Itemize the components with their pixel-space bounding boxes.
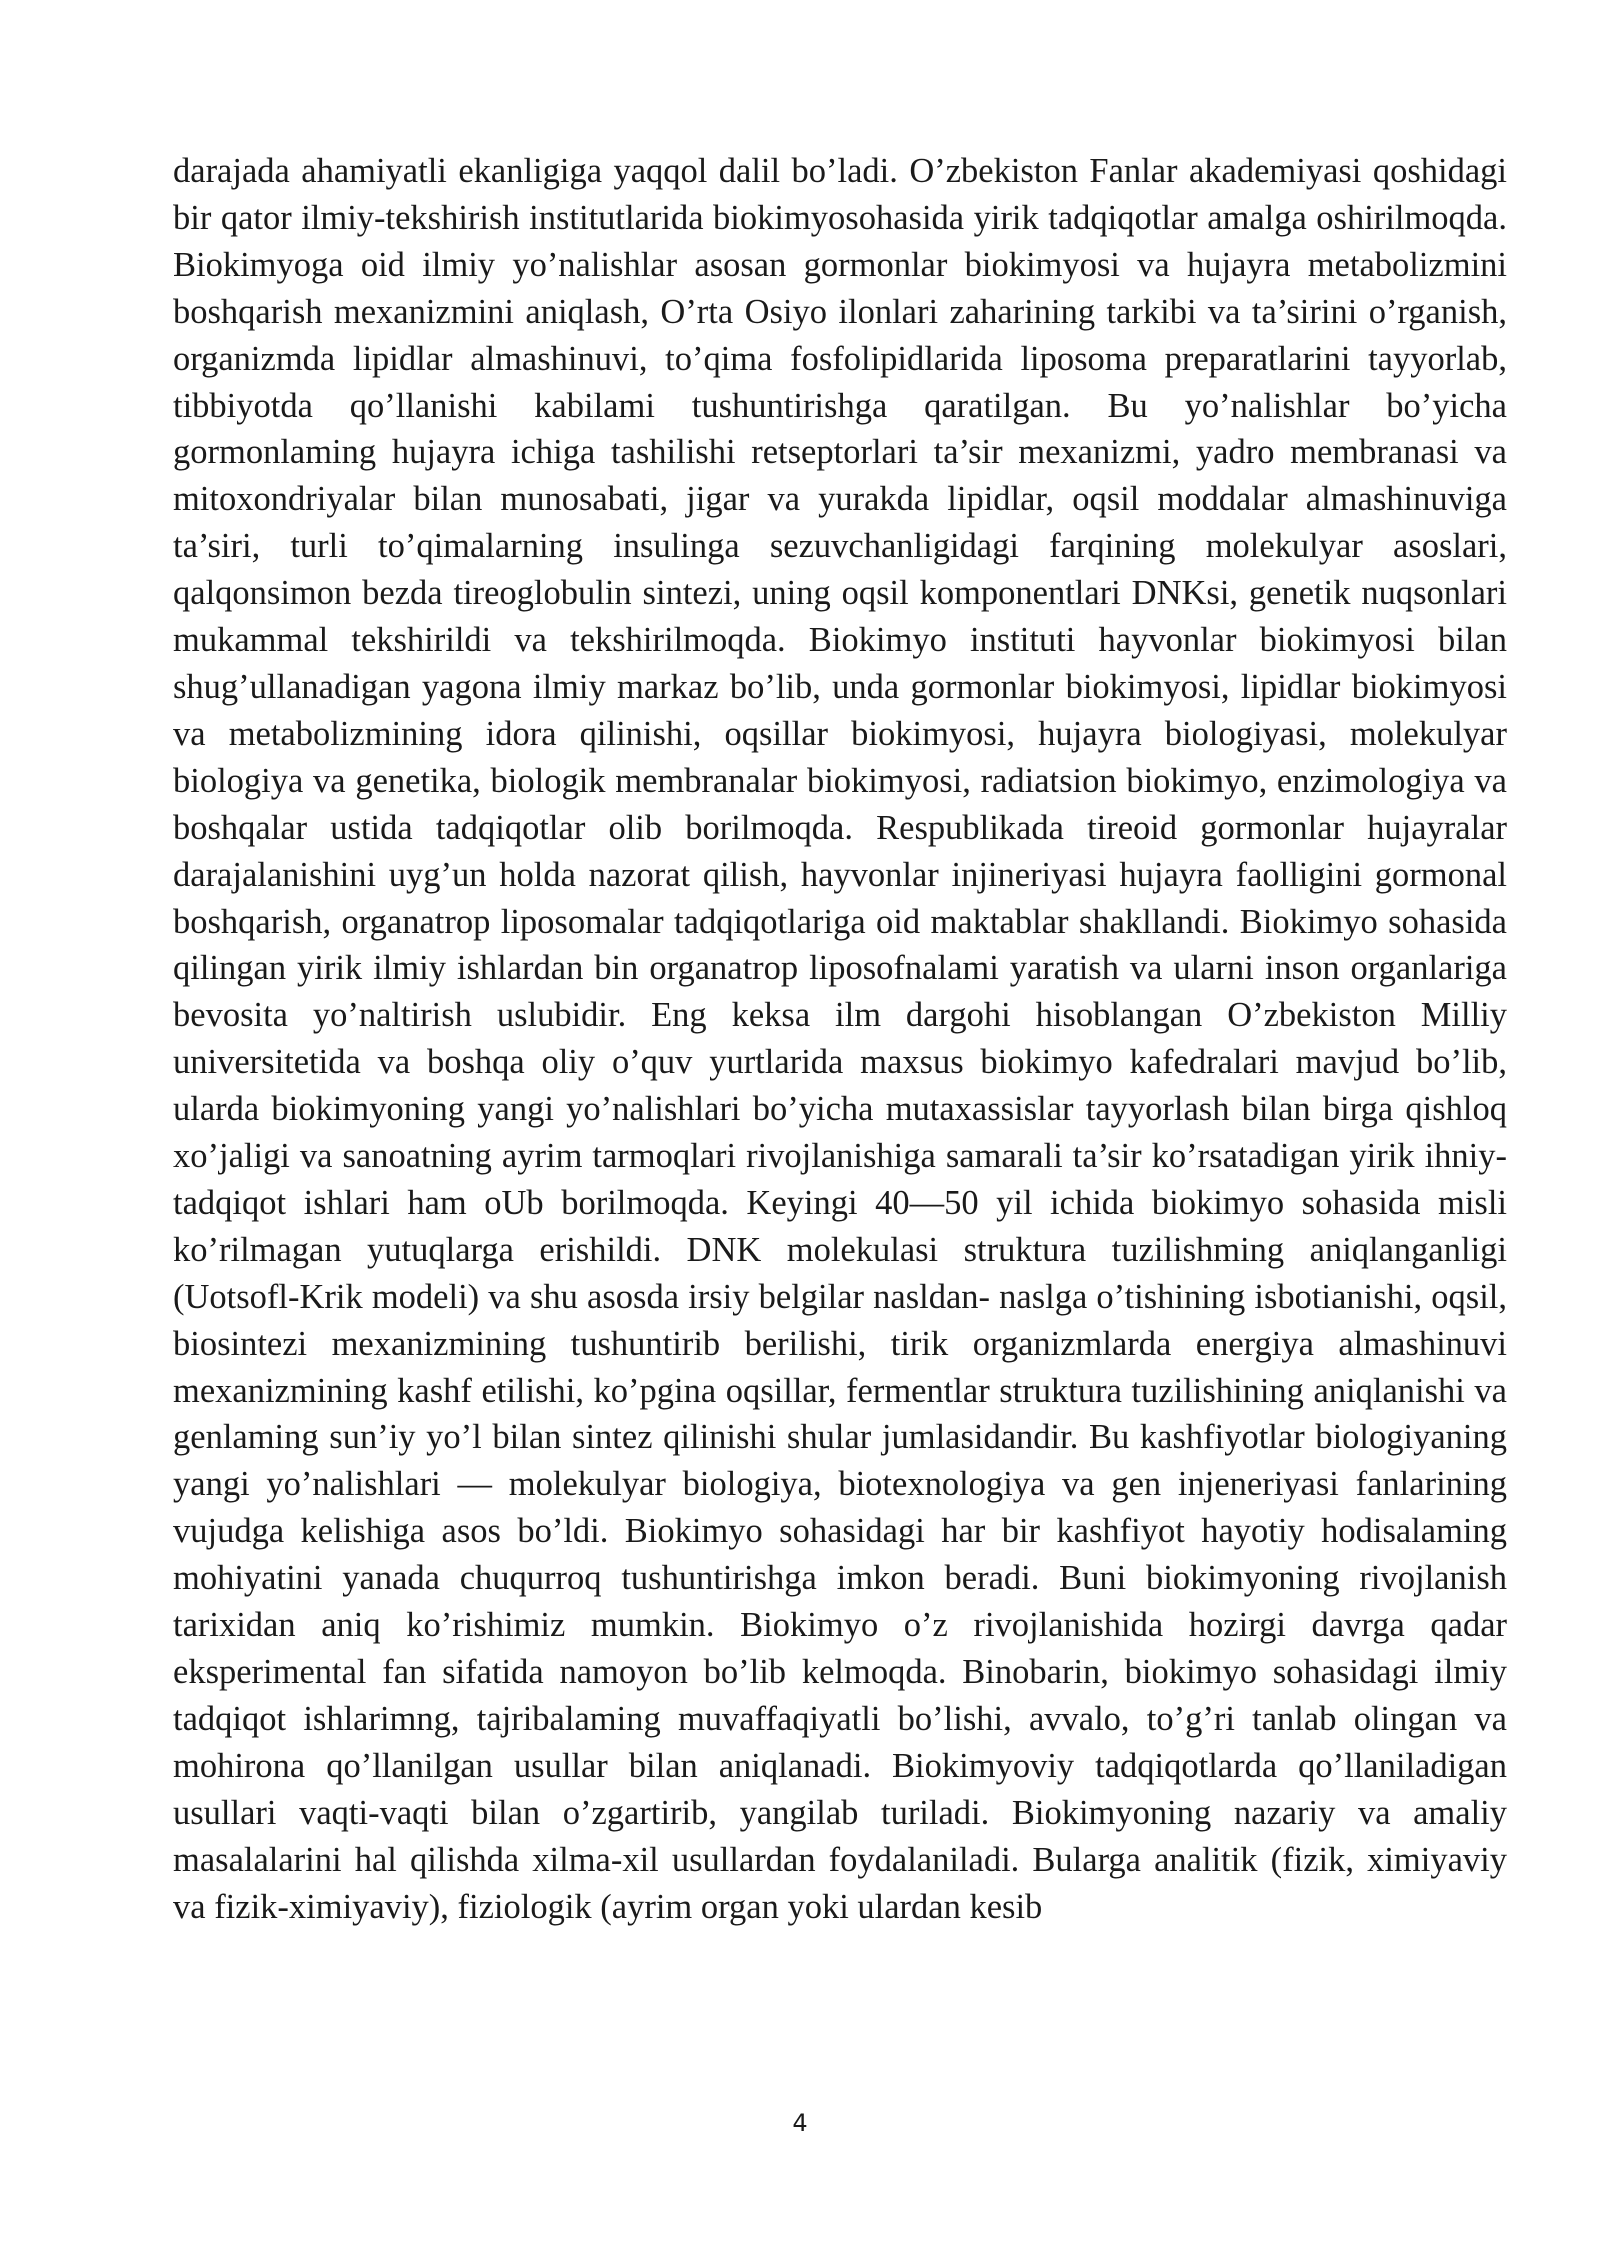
body-paragraph: darajada ahamiyatli ekanligiga yaqqol dalil bo’ladi. O’zbekiston Fanlar akademiyasi qoshidagi bir qator ilmiy-tekshirish institutlarida biokimyosohasida yirik tadqiqotlar amalga oshirilmoqda. Biokimyoga oid ilmiy yo’nalishlar asosan gormonlar biokimyosi va hujayra metabolizmini boshqarish mexanizmini aniqlash, O’rta Osiyo ilonlari zaharining tarkibi va ta’sirini o’rganish, organizmda lipidlar almashinuvi, to’qima fosfolipidlarida liposoma preparatlarini tayyorlab, tibbiyotda qo’llanishi kabilami tushuntirishga qaratilgan. Bu yo’nalishlar bo’yicha gormonlaming hujayra ichiga tashilishi retseptorlari ta’sir mexanizmi, yadro membranasi va mitoxondriyalar bilan munosabati, jigar va yurakda lipidlar, oqsil moddalar almashinuviga ta’siri, turli to’qimalarning insulinga sezuvchanligidagi farqining molekulyar asoslari, qalqonsimon bezda tireoglobulin sintezi, uning oqsil komponentlari DNKsi, genetik nuqsonlari mukammal tekshirildi va tekshirilmoqda. Biokimyo instituti hayvonlar biokimyosi bilan shug’ullanadigan yagona ilmiy markaz bo’lib, unda gormonlar biokimyosi, lipidlar biokimyosi va metabolizmining idora qilinishi, oqsillar biokimyosi, hujayra biologiyasi, molekulyar biologiya va genetika, biologik membranalar biokimyosi, radiatsion biokimyo, enzimologiya va boshqalar ustida tadqiqotlar olib borilmoqda. Respublikada tireoid gormonlar hujayralar darajalanishini uyg’un holda nazorat qilish, hayvonlar injineriyasi hujayra faolligini gormonal boshqarish, organatrop liposomalar tadqiqotlariga oid maktablar shakllandi. Biokimyo sohasida qilingan yirik ilmiy ishlardan bin organatrop liposofnalami yaratish va ularni inson organlariga bevosita yo’naltirish uslubidir. Eng keksa ilm dargohi hisoblangan O’zbekiston Milliy universitetida va boshqa oliy o’quv yurtlarida maxsus biokimyo kafedralari mavjud bo’lib, ularda biokimyoning yangi yo’nalishlari bo’yicha mutaxassislar tayyorlash bilan birga qishloq xo’jaligi va sanoatning ayrim tarmoqlari rivojlanishiga samarali ta’sir ko’rsatadigan yirik ihniy-tadqiqot ishlari ham oUb borilmoqda. Keyingi 40—50 yil ichida biokimyo sohasida misli ko’rilmagan yutuqlarga erishildi. DNK molekulasi struktura tuzilishming aniqlanganligi (Uotsofl-Krik modeli) va shu asosda irsiy belgilar nasldan- naslga o’tishining isbotianishi, oqsil, biosintezi mexanizmining tushuntirib berilishi, tirik organizmlarda energiya almashinuvi mexanizmining kashf etilishi, ko’pgina oqsillar, fermentlar struktura tuzilishining aniqlanishi va genlaming sun’iy yo’l bilan sintez qilinishi shular jumlasidandir. Bu kashfiyotlar biologiyaning yangi yo’nalishlari — molekulyar biologiya, biotexnologiya va gen injeneriyasi fanlarining vujudga kelishiga asos bo’ldi. Biokimyo sohasidagi har bir kashfiyot hayotiy hodisalaming mohiyatini yanada chuqurroq tushuntirishga imkon beradi. Buni biokimyoning rivojlanish tarixidan aniq ko’rishimiz mumkin. Biokimyo o’z rivojlanishida hozirgi davrga qadar eksperimental fan sifatida namoyon bo’lib kelmoqda. Binobarin, biokimyo sohasidagi ilmiy tadqiqot ishlarimng, tajribalaming muvaffaqiyatli bo’lishi, avvalo, to’g’ri tanlab olingan va mohirona qo’llanilgan usullar bilan aniqlanadi. Biokimyoviy tadqiqotlarda qo’llaniladigan usullari vaqti-vaqti bilan o’zgartirib, yangilab turiladi. Biokimyoning nazariy va amaliy masalalarini hal qilishda xilma-xil usullardan foydalaniladi. Bularga analitik (fizik, ximiyaviy va fizik-ximiyaviy), fiziologik (ayrim organ yoki ulardan kesib [173, 152, 1507, 1926]
page-number: 4 [792, 2109, 808, 2137]
